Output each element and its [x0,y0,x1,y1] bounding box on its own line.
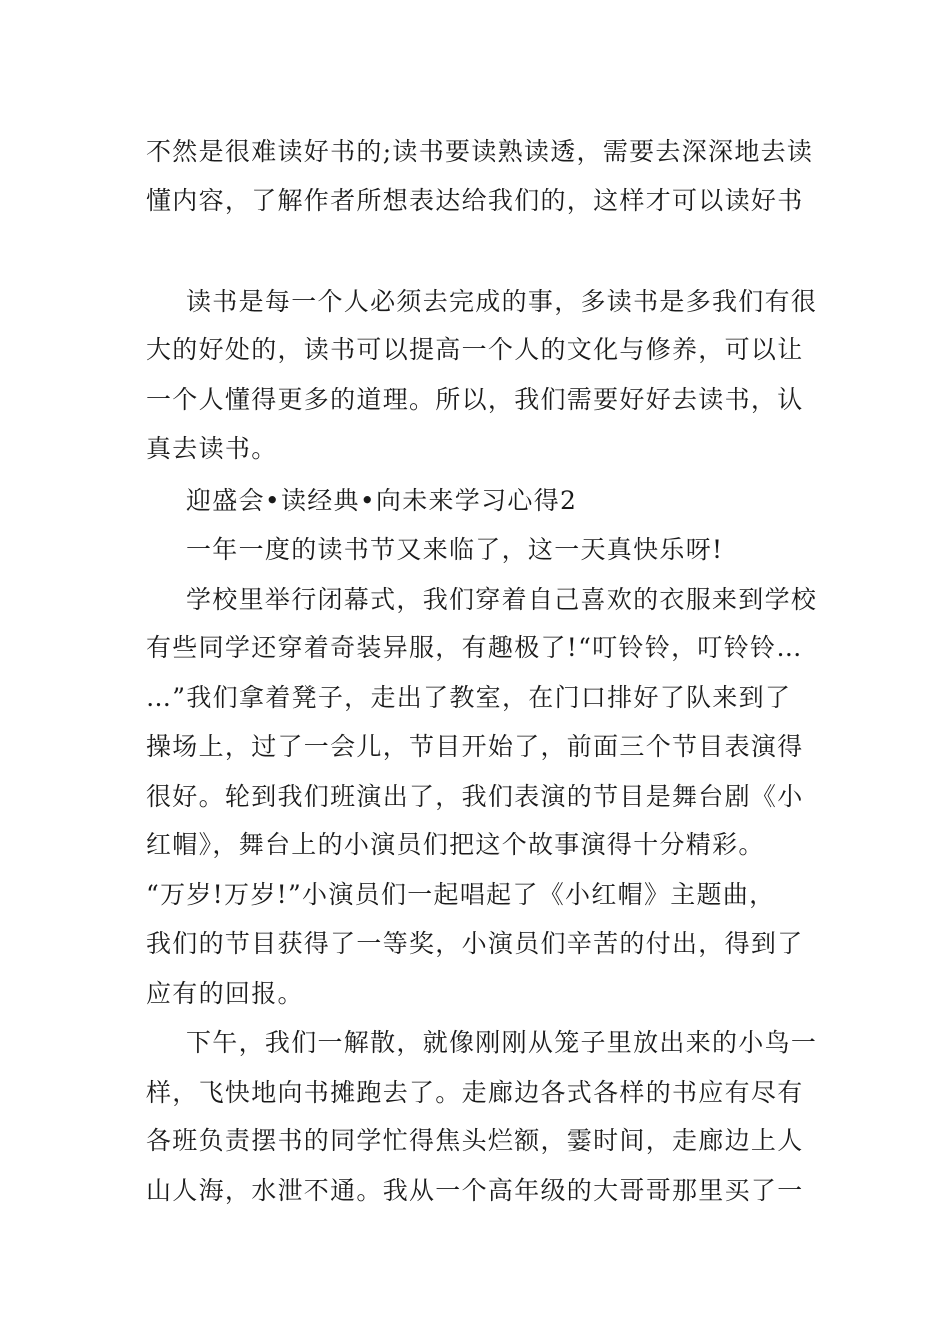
text-line: 真去读书。 [146,434,278,463]
text-line: 一年一度的读书节又来临了，这一天真快乐呀! [186,535,724,564]
text-line: 一个人懂得更多的道理。所以，我们需要好好去读书，认 [146,385,804,414]
text-line: 读书是每一个人必须去完成的事，多读书是多我们有很 [186,287,818,316]
text-line: 操场上，过了一会儿，节目开始了，前面三个节目表演得 [146,732,804,761]
text-line: 我们的节目获得了一等奖，小演员们辛苦的付出，得到了 [146,929,804,958]
text-line: 有些同学还穿着奇装异服，有趣极了!“叮铃铃，叮铃铃… [146,633,803,662]
text-line: 很好。轮到我们班演出了，我们表演的节目是舞台剧《小 [146,782,804,811]
text-line: …”我们拿着凳子，走出了教室，在门口排好了队来到了 [146,683,792,712]
text-line: 懂内容，了解作者所想表达给我们的，这样才可以读好书 [146,186,804,215]
section-heading: 迎盛会•读经典•向未来学习心得2 [186,486,578,515]
text-line: 样，飞快地向书摊跑去了。走廊边各式各样的书应有尽有 [146,1078,804,1107]
text-line: 不然是很难读好书的;读书要读熟读透，需要去深深地去读 [146,137,814,166]
text-line: 红帽》，舞台上的小演员们把这个故事演得十分精彩。 [146,830,765,859]
text-line: 应有的回报。 [146,979,304,1008]
text-line: 下午，我们一解散，就像刚刚从笼子里放出来的小鸟一 [186,1028,818,1057]
text-line: 各班负责摆书的同学忙得焦头烂额，霎时间，走廊边上人 [146,1126,804,1155]
text-line: 大的好处的，读书可以提高一个人的文化与修养，可以让 [146,335,804,364]
text-line: 学校里举行闭幕式，我们穿着自己喜欢的衣服来到学校 [186,585,818,614]
text-line: 山人海，水泄不通。我从一个高年级的大哥哥那里买了一 [146,1176,804,1205]
text-line: “万岁!万岁!”小演员们一起唱起了《小红帽》主题曲， [146,880,776,909]
